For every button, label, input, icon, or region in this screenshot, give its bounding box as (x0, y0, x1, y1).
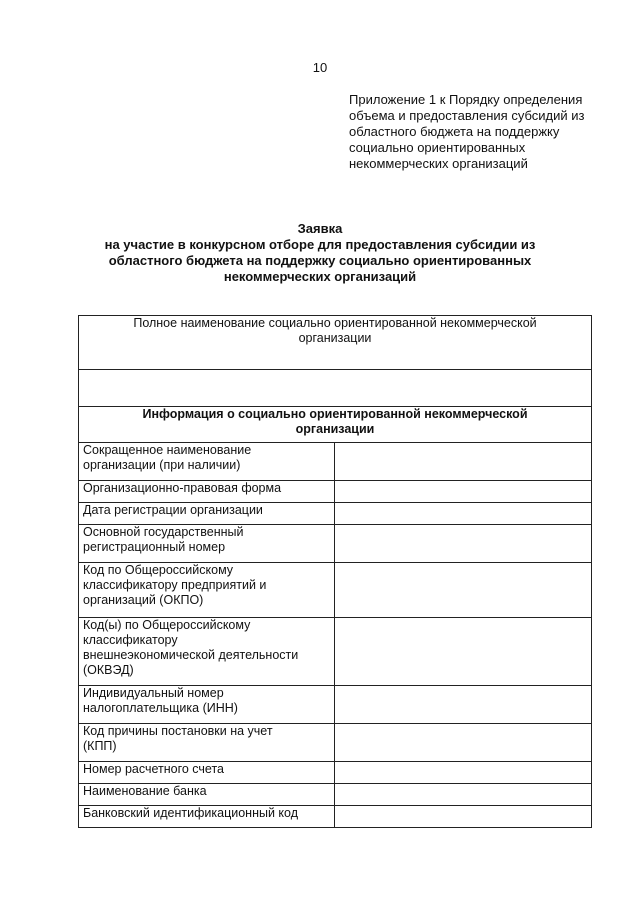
title-line: областного бюджета на поддержку социально ориентированных (108, 253, 532, 268)
full-name-value-row (79, 370, 592, 407)
row-value[interactable] (334, 563, 591, 618)
table-row (79, 563, 592, 618)
row-label (79, 724, 335, 762)
row-label (79, 563, 335, 618)
table-row (79, 481, 592, 503)
row-label (79, 784, 335, 806)
document-title (70, 221, 570, 285)
row-value[interactable] (334, 525, 591, 563)
appendix-line: объема и предоставления субсидий из (349, 108, 585, 123)
row-label-line: внешнеэкономической деятельности (83, 648, 299, 662)
row-label-line: Индивидуальный номер (83, 686, 224, 700)
row-value[interactable] (334, 762, 591, 784)
row-label-line: Организационно-правовая форма (83, 481, 282, 495)
table-row (79, 443, 592, 481)
row-label-line: Код(ы) по Общероссийскому (83, 618, 251, 632)
appendix-line: областного бюджета на поддержку (349, 124, 560, 139)
row-label (79, 618, 335, 686)
row-label-line: организации (при наличии) (83, 458, 241, 472)
row-value[interactable] (334, 443, 591, 481)
full-name-header-line: организации (298, 331, 372, 345)
row-label (79, 481, 335, 503)
row-label (79, 503, 335, 525)
info-header-row (79, 407, 592, 443)
table-row (79, 806, 592, 828)
info-header-line: Информация о социально ориентированной некоммерческой (142, 407, 528, 421)
row-label-line: Дата регистрации организации (83, 503, 263, 517)
row-label-line: налогоплательщика (ИНН) (83, 701, 238, 715)
appendix-line: Приложение 1 к Порядку определения (349, 92, 583, 107)
row-value[interactable] (334, 784, 591, 806)
full-name-header-line: Полное наименование социально ориентированной некоммерческой (133, 316, 537, 330)
row-value[interactable] (334, 724, 591, 762)
title-line: на участие в конкурсном отборе для предоставления субсидии из (104, 237, 536, 252)
full-name-header-row (79, 316, 592, 370)
row-label-line: (ОКВЭД) (83, 663, 134, 677)
table-row (79, 618, 592, 686)
row-label-line: организаций (ОКПО) (83, 593, 204, 607)
appendix-line: социально ориентированных (349, 140, 526, 155)
row-label-line: Номер расчетного счета (83, 762, 224, 776)
table-row (79, 784, 592, 806)
row-value[interactable] (334, 503, 591, 525)
row-label-line: Наименование банка (83, 784, 207, 798)
row-label (79, 686, 335, 724)
row-label (79, 443, 335, 481)
row-label-line: Сокращенное наименование (83, 443, 252, 457)
appendix-line: некоммерческих организаций (349, 156, 528, 171)
row-label-line: классификатору (83, 633, 178, 647)
table-row (79, 724, 592, 762)
full-name-header-cell (79, 316, 592, 370)
row-value[interactable] (334, 686, 591, 724)
row-label-line: Код причины постановки на учет (83, 724, 273, 738)
title-line: Заявка (297, 221, 343, 236)
row-value[interactable] (334, 618, 591, 686)
table-row (79, 762, 592, 784)
page-number: 10 (312, 60, 328, 75)
info-header-cell (79, 407, 592, 443)
table-row (79, 525, 592, 563)
row-value[interactable] (334, 481, 591, 503)
appendix-note (349, 92, 619, 172)
row-label-line: регистрационный номер (83, 540, 226, 554)
row-label (79, 525, 335, 563)
row-label (79, 762, 335, 784)
row-label-line: классификатору предприятий и (83, 578, 267, 592)
row-label-line: Код по Общероссийскому (83, 563, 234, 577)
row-value[interactable] (334, 806, 591, 828)
table-row (79, 686, 592, 724)
application-form-table (78, 315, 592, 828)
row-label-line: (КПП) (83, 739, 117, 753)
row-label (79, 806, 335, 828)
title-line: некоммерческих организаций (223, 269, 417, 284)
row-label-line: Основной государственный (83, 525, 244, 539)
table-row (79, 503, 592, 525)
info-header-line: организации (295, 422, 375, 436)
full-name-value-cell[interactable] (79, 370, 592, 407)
row-label-line: Банковский идентификационный код (83, 806, 298, 820)
